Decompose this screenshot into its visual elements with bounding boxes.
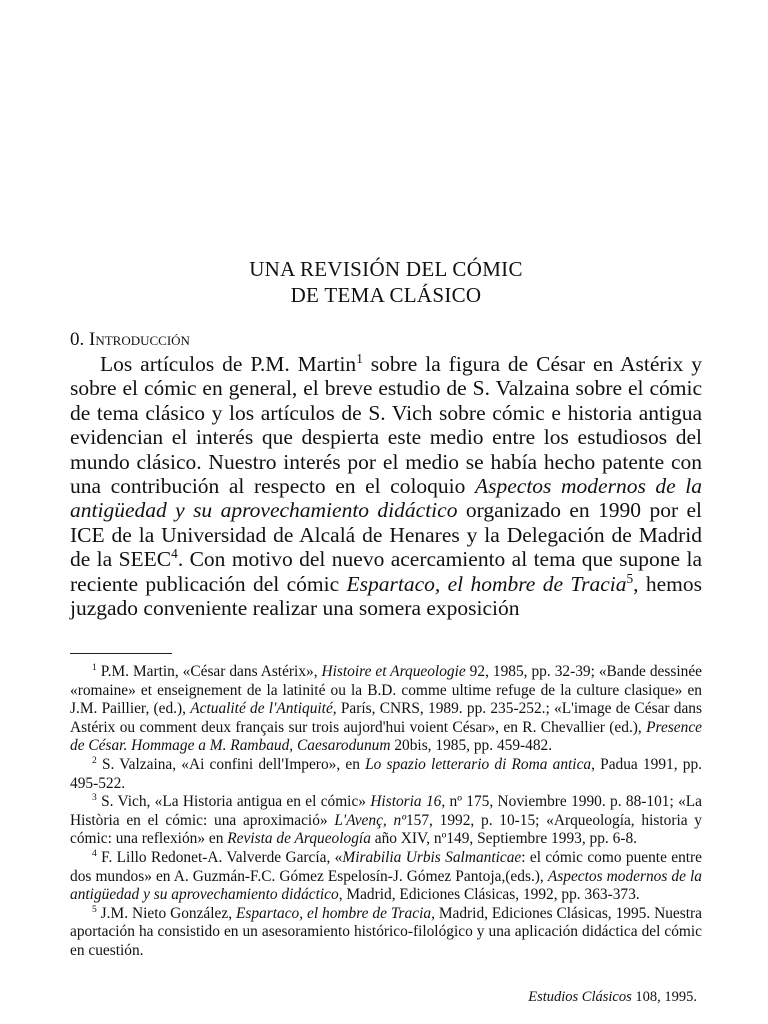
footnotes [70,663,702,961]
footnote-italic: Aspectos modernos de la antigüedad y su aprovechamiento didáctico [70,867,702,904]
page-footer [528,989,697,1006]
paragraph-text-4: . Con motivo del nuevo acercamiento al tema que supone la reciente publicación del cómic [70,547,702,596]
footnote-4 [70,849,702,905]
body-paragraph [70,352,702,620]
footnote-number: 1 [92,661,97,673]
footnote-3 [70,793,702,849]
footnote-text: 157, 1992, p. 10-15; «Arqueología, historia y cómic: una reflexión» en [70,811,702,848]
footnote-text: 20bis, 1985, pp. 459-482. [390,737,553,755]
section-title: Introducción [89,329,190,350]
footnote-italic: L'Avenç, nº [334,811,406,829]
footnote-italic: Presence de César. Hommage a M. Rambaud, Caesarodunum [70,718,702,755]
footnote-italic: Espartaco, el hombre de Tracia [235,904,432,922]
paragraph-text-1: Los artículos de P.M. Martin [100,352,357,376]
article-title [70,256,702,308]
footnote-text: , nº 175, Noviembre 1990. p. 88-101; «La Història en el cómic: una aproximació» [70,793,703,829]
footnote-text: , Madrid, Ediciones Clásicas, 1992, pp. 363-373. [338,886,640,904]
paragraph-italic-1: Aspectos modernos de la antigüedad y su aprovechamiento didáctico [70,474,702,523]
title-line-2: DE TEMA CLÁSICO [290,283,482,307]
footnote-ref-5: 5 [626,570,634,586]
footnote-text: J.M. Nieto González, [96,904,236,922]
footnote-text: , Padua 1991, pp. 495-522. [70,755,702,792]
footnote-text: F. Lillo Redonet-A. Valverde García, « [96,848,343,866]
paragraph-text-2: sobre la figura de César en Astérix y sobre el cómic en general, el breve estudio de S. Valzaina sobre el cómic de tema clásico y los artículos de S. Vich sobre cómic e historia antigua evidencian el interés que despierta este medio entre los estudiosos del mundo clásico. Nuestro interés por el medio se había hecho patente con una contribución al respecto en el coloquio [70,352,702,499]
footnote-text: : el cómic como puente entre dos mundos» en A. Guzmán-F.C. Gómez Espelosín-J. Gómez Pantoja,(eds.), [70,848,703,885]
footnote-text: S. Valzaina, «Ai confini dell'Impero», en [96,755,366,773]
footnote-number: 3 [92,792,97,804]
footnote-text: S. Vich, «La Historia antigua en el cómic» [96,793,371,811]
paragraph-text-5: , hemos juzgado conveniente realizar una somera exposición [70,571,703,621]
footnote-1 [70,663,702,756]
footnote-italic: Revista de Arqueología [227,830,371,848]
journal-issue: 108, 1995. [631,989,697,1005]
footnote-text: P.M. Martin, «César dans Astérix», [96,663,322,680]
footnote-text: , Madrid, Ediciones Clásicas, 1995. Nuestra aportación ha consistido en un asesoramiento histórico-filológico y una aplicación didáctica del cómic en cuestión. [70,904,702,959]
footnote-italic: Lo spazio letterario di Roma antica [365,755,592,773]
paragraph-text-3: organizado en 1990 por el ICE de la Universidad de Alcalá de Henares y la Delegación de Madrid de la SEEC [70,498,703,572]
paragraph-italic-2: Espartaco, el hombre de Tracia [346,571,627,596]
footnote-divider [70,653,172,654]
section-heading [70,329,190,351]
footnote-italic: Histoire et Arqueologie [321,663,466,680]
section-number: 0. [70,329,89,350]
footnote-ref-4: 4 [171,546,178,562]
document-page [70,0,702,1024]
footnote-ref-1: 1 [356,350,363,366]
footnote-number: 5 [92,903,97,915]
footnote-text: año XIV, nº149, Septiembre 1993, pp. 6-8. [370,830,637,848]
footnote-text: , París, CNRS, 1989. pp. 235-252.; «L'image de César dans Astérix ou comment deux français sur trois aujord'hui voient César», en R. Chevallier (ed.), [70,700,702,736]
footnote-italic: Historia 16 [370,793,442,811]
footnote-italic: Mirabilia Urbis Salmanticae [342,848,522,866]
title-line-1: UNA REVISIÓN DEL CÓMIC [249,257,523,281]
journal-name: Estudios Clásicos [528,989,632,1005]
footnote-number: 2 [92,754,97,766]
footnote-italic: Actualité de l'Antiquité [190,700,333,718]
footnote-5 [70,905,702,961]
footnote-text: 92, 1985, pp. 32-39; «Bande dessinée «romaine» et enseignement de la latinité ou la B.D. comme ultime refuge de la culture clasique» en J.M. Paillier, (ed.), [70,663,702,718]
footnote-2 [70,756,702,793]
footnote-number: 4 [92,847,97,859]
